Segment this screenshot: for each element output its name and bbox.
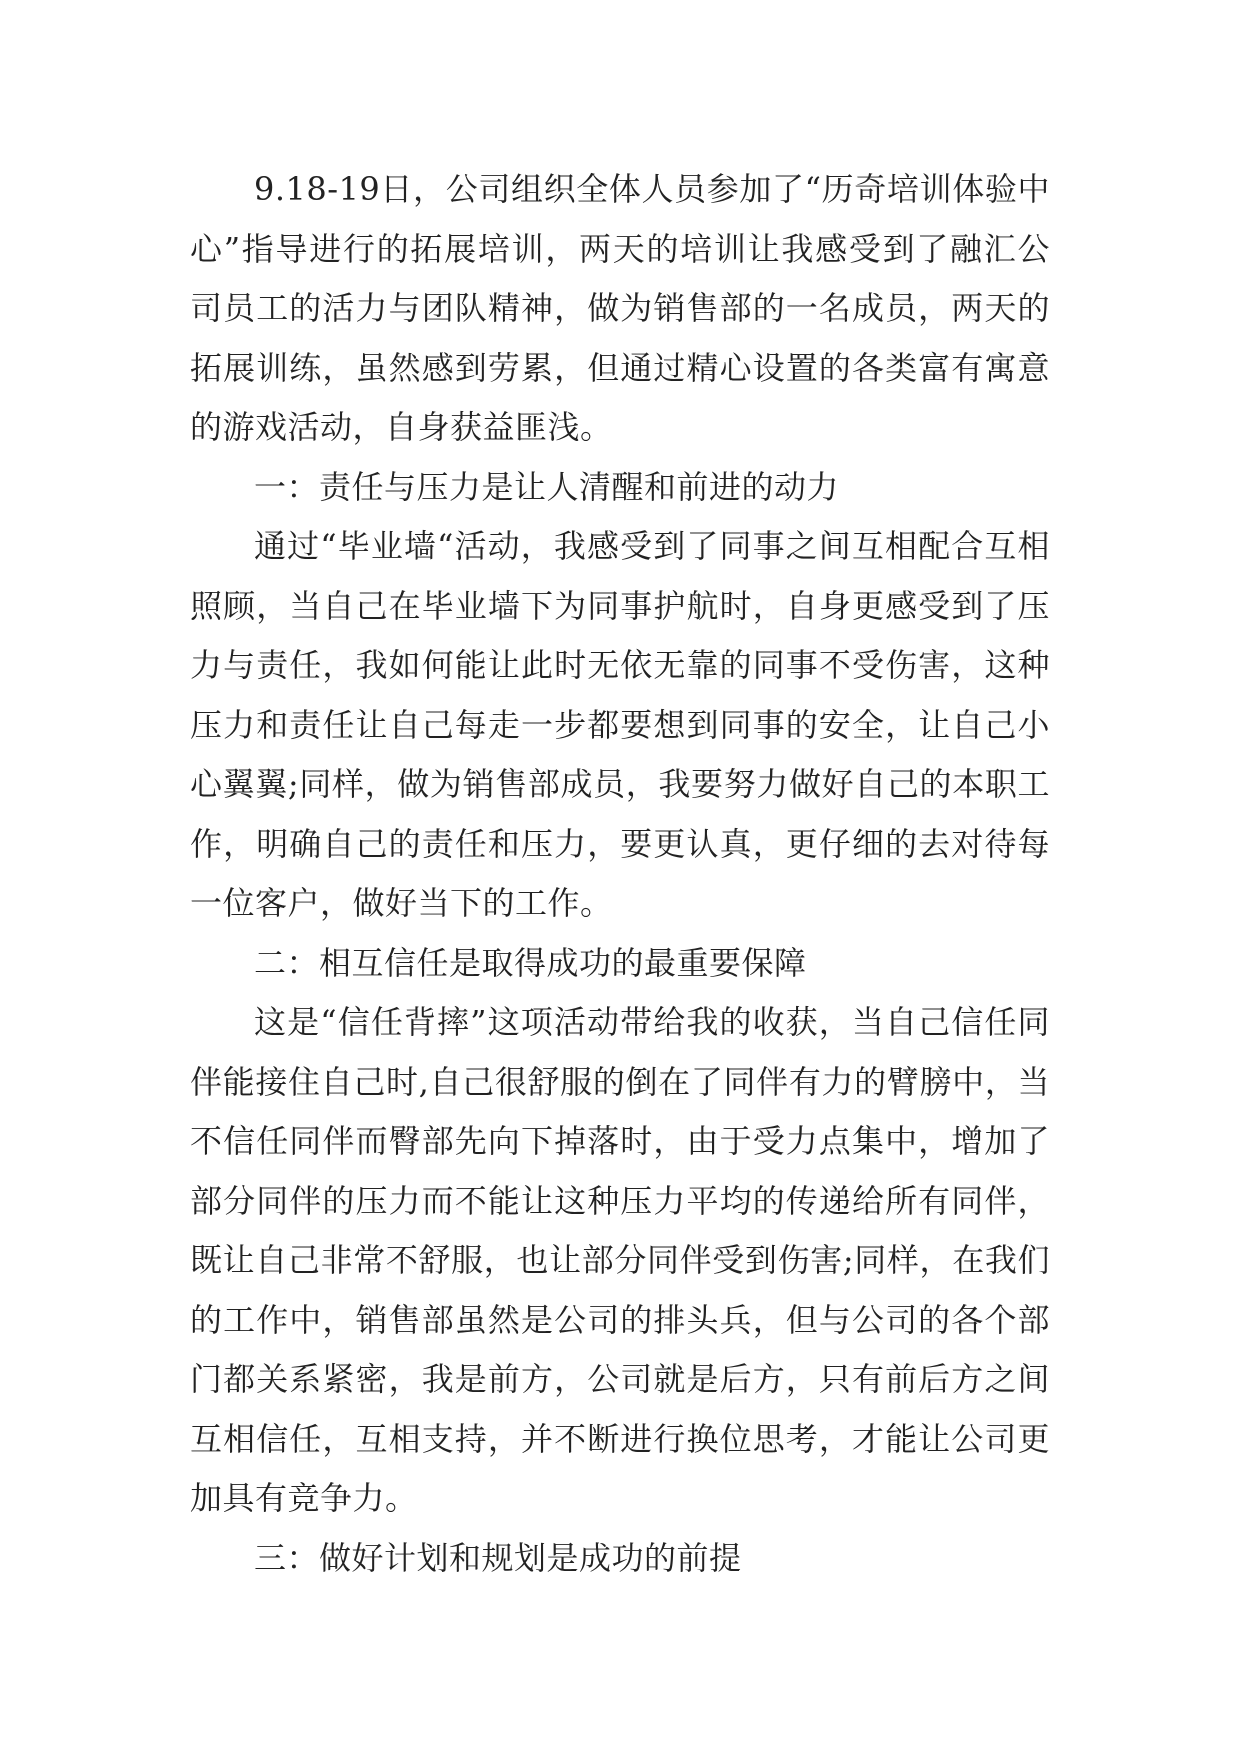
section-heading-3: 三：做好计划和规划是成功的前提 xyxy=(254,1538,742,1577)
document-body xyxy=(190,160,1050,1588)
paragraph-section-1: 通过“毕业墙“活动，我感受到了同事之间互相配合互相照顾，当自己在毕业墙下为同事护航时，自身更感受到了压力与责任，我如何能让此时无依无靠的同事不受伤害，这种压力和责任让自己每走一步都要想到同事的安全，让自己小心翼翼;同样，做为销售部成员，我要努力做好自己的本职工作，明确自己的责任和压力，要更认真，更仔细的去对待每一位客户，做好当下的工作。 xyxy=(190,527,1050,922)
section-heading-1: 一：责任与压力是让人清醒和前进的动力 xyxy=(254,467,840,506)
paragraph-section-2: 这是“信任背摔”这项活动带给我的收获，当自己信任同伴能接住自己时,自己很舒服的倒在了同伴有力的臂膀中，当不信任同伴而臀部先向下掉落时，由于受力点集中，增加了部分同伴的压力而不能让这种压力平均的传递给所有同伴，既让自己非常不舒服，也让部分同伴受到伤害;同样，在我们的工作中，销售部虽然是公司的排头兵，但与公司的各个部门都关系紧密，我是前方，公司就是后方，只有前后方之间互相信任，互相支持，并不断进行换位思考，才能让公司更加具有竞争力。 xyxy=(190,1003,1050,1517)
section-heading-2: 二：相互信任是取得成功的最重要保障 xyxy=(254,943,807,982)
paragraph-intro: 9.18-19日，公司组织全体人员参加了“历奇培训体验中心”指导进行的拓展培训，两天的培训让我感受到了融汇公司员工的活力与团队精神，做为销售部的一名成员，两天的拓展训练，虽然感到劳累，但通过精心设置的各类富有寓意的游戏活动，自身获益匪浅。 xyxy=(190,170,1050,446)
